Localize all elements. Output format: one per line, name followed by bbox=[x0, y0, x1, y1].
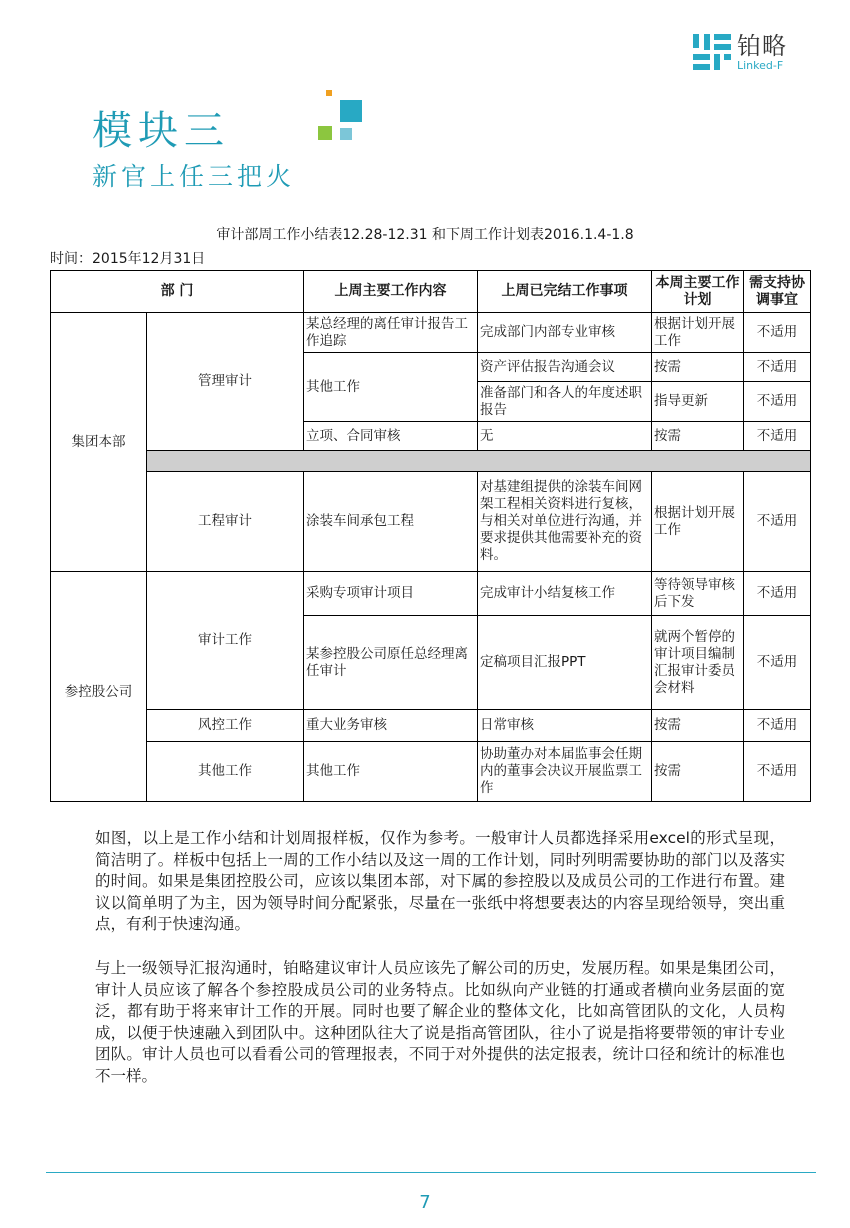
done-cell: 定稿项目汇报PPT bbox=[478, 616, 652, 710]
table-caption: 审计部周工作小结表12.28-12.31 和下周工作计划表2016.1.4-1.8 bbox=[216, 227, 634, 243]
content-cell: 重大业务审核 bbox=[304, 710, 478, 742]
sub-dept-cell: 管理审计 bbox=[147, 313, 304, 451]
report-table bbox=[50, 270, 811, 802]
plan-cell: 按需 bbox=[652, 353, 744, 382]
body-paragraph: 如图，以上是工作小结和计划周报样板，仅作为参考。一般审计人员都选择采用excel的形式呈现，简洁明了。样板中包括上一周的工作小结以及这一周的工作计划，同时列明需要协助的部门以及落实的时间。如果是集团控股公司，应该以集团本部，对下属的参控股以及成员公司的工作进行布置。建议以简单明了为主，因为领导时间分配紧张，尽量在一张纸中将想要表达的内容呈现给领导，突出重点，有利于快速沟通。 bbox=[95, 829, 785, 933]
support-cell: 不适用 bbox=[744, 710, 811, 742]
table-row bbox=[51, 472, 811, 572]
plan-cell: 按需 bbox=[652, 710, 744, 742]
support-cell: 不适用 bbox=[744, 472, 811, 572]
sub-dept-cell: 审计工作 bbox=[147, 572, 304, 710]
logo-name: 铂略 bbox=[737, 32, 787, 60]
content-cell: 涂装车间承包工程 bbox=[304, 472, 478, 572]
group-cell: 集团本部 bbox=[51, 313, 147, 572]
done-cell: 准备部门和各人的年度述职报告 bbox=[478, 382, 652, 422]
done-cell: 无 bbox=[478, 422, 652, 451]
header-plan: 本周主要工作计划 bbox=[652, 271, 744, 313]
content-cell: 某总经理的离任审计报告工作追踪 bbox=[304, 313, 478, 353]
content-cell: 其他工作 bbox=[304, 742, 478, 802]
content-cell: 其他工作 bbox=[304, 353, 478, 422]
page-number: 7 bbox=[419, 1192, 431, 1213]
plan-cell: 等待领导审核后下发 bbox=[652, 572, 744, 616]
support-cell: 不适用 bbox=[744, 382, 811, 422]
done-cell: 对基建组提供的涂装车间网架工程相关资料进行复核，与相关对单位进行沟通，并要求提供其他需要补充的资料。 bbox=[478, 472, 652, 572]
group-cell: 参控股公司 bbox=[51, 572, 147, 802]
module-subtitle: 新官上任三把火 bbox=[92, 162, 296, 191]
content-cell: 采购专项审计项目 bbox=[304, 572, 478, 616]
support-cell: 不适用 bbox=[744, 616, 811, 710]
done-cell: 完成部门内部专业审核 bbox=[478, 313, 652, 353]
header-support: 需支持协调事宜 bbox=[744, 271, 811, 313]
logo-subtitle: Linked-F bbox=[737, 59, 784, 72]
body-paragraph: 与上一级领导汇报沟通时，铂略建议审计人员应该先了解公司的历史，发展历程。如果是集团公司，审计人员应该了解各个参控股成员公司的业务特点。比如纵向产业链的打通或者横向业务层面的宽泛，都有助于将来审计工作的开展。同时也要了解企业的整体文化，比如高管团队的文化，人员构成，以便于快速融入到团队中。这种团队往大了说是指高管团队，往小了说是指将要带领的审计专业团队。审计人员也可以看看公司的管理报表，不同于对外提供的法定报表，统计口径和统计的标准也不一样。 bbox=[95, 959, 785, 1085]
decor-square bbox=[318, 126, 332, 140]
module-title: 模块三 bbox=[92, 108, 230, 154]
plan-cell: 按需 bbox=[652, 422, 744, 451]
decor-square bbox=[340, 100, 362, 122]
table-row bbox=[51, 572, 811, 616]
table-row bbox=[51, 710, 811, 742]
logo-mark-icon bbox=[693, 34, 731, 70]
header-done: 上周已完结工作事项 bbox=[478, 271, 652, 313]
plan-cell: 指导更新 bbox=[652, 382, 744, 422]
table-row bbox=[51, 313, 811, 353]
done-cell: 日常审核 bbox=[478, 710, 652, 742]
done-cell: 资产评估报告沟通会议 bbox=[478, 353, 652, 382]
done-cell: 完成审计小结复核工作 bbox=[478, 572, 652, 616]
plan-cell: 按需 bbox=[652, 742, 744, 802]
content-cell: 立项、合同审核 bbox=[304, 422, 478, 451]
header-department: 部 门 bbox=[51, 271, 304, 313]
support-cell: 不适用 bbox=[744, 353, 811, 382]
support-cell: 不适用 bbox=[744, 742, 811, 802]
sub-dept-cell: 其他工作 bbox=[147, 742, 304, 802]
table-row bbox=[51, 742, 811, 802]
decor-square bbox=[340, 128, 352, 140]
sub-dept-cell: 工程审计 bbox=[147, 472, 304, 572]
plan-cell: 根据计划开展工作 bbox=[652, 472, 744, 572]
separator-row bbox=[51, 451, 811, 472]
support-cell: 不适用 bbox=[744, 313, 811, 353]
brand-logo bbox=[693, 32, 813, 72]
content-cell: 某参控股公司原任总经理离任审计 bbox=[304, 616, 478, 710]
done-cell: 协助董办对本届监事会任期内的董事会决议开展监票工作 bbox=[478, 742, 652, 802]
support-cell: 不适用 bbox=[744, 422, 811, 451]
plan-cell: 根据计划开展工作 bbox=[652, 313, 744, 353]
sub-dept-cell: 风控工作 bbox=[147, 710, 304, 742]
separator-cell bbox=[147, 451, 811, 472]
table-header-row bbox=[51, 271, 811, 313]
header-content: 上周主要工作内容 bbox=[304, 271, 478, 313]
decor-square bbox=[326, 90, 332, 96]
footer-divider bbox=[46, 1172, 816, 1173]
table-date: 时间：2015年12月31日 bbox=[50, 251, 206, 267]
support-cell: 不适用 bbox=[744, 572, 811, 616]
plan-cell: 就两个暂停的审计项目编制汇报审计委员会材料 bbox=[652, 616, 744, 710]
